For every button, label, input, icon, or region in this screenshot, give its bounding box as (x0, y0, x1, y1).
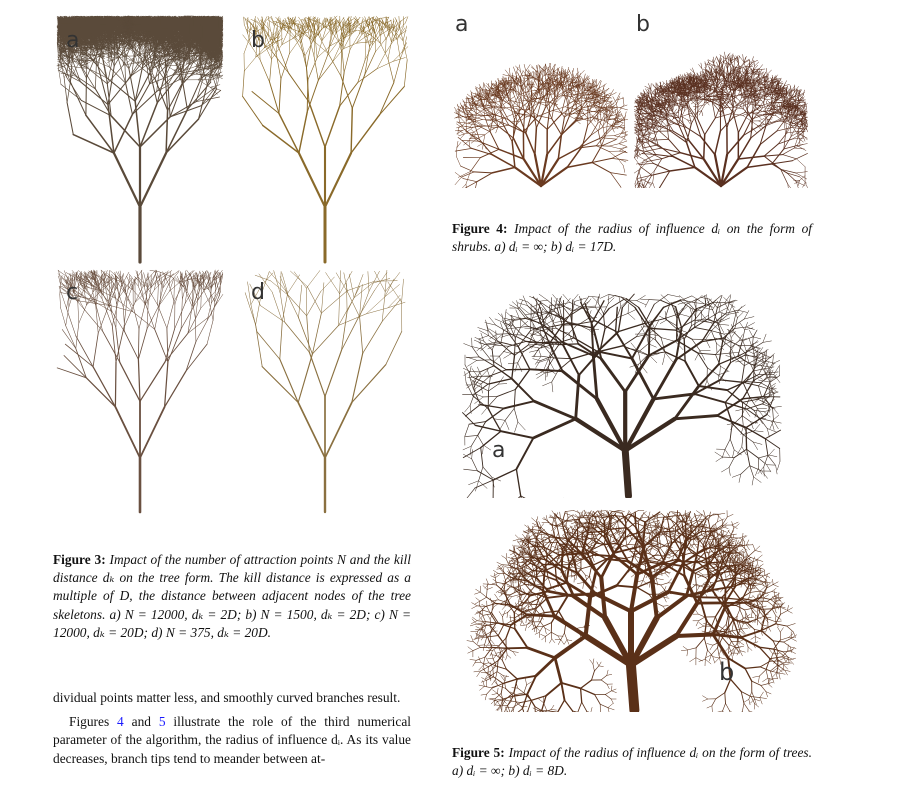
figure4-panel-b (632, 10, 810, 188)
figure3-panel-b (240, 14, 410, 264)
figure5-label-a: a (492, 440, 505, 462)
paragraph (53, 713, 411, 768)
body-text (53, 689, 411, 768)
figure3-caption (53, 551, 411, 642)
tree-illustration (55, 14, 225, 264)
shrub-illustration (632, 10, 810, 188)
tree-illustration (240, 14, 410, 264)
figure3-panel-c (55, 268, 225, 514)
figure3-panel-d (240, 268, 410, 514)
figure5-caption-label: Figure 5: (452, 745, 505, 760)
figure3-label-c: c (66, 282, 78, 304)
tree-illustration (55, 268, 225, 514)
figure3-label-a: a (66, 30, 79, 52)
figure4-caption-label: Figure 4: (452, 221, 507, 236)
figure4-caption (452, 220, 812, 256)
para-text: Figures (69, 714, 117, 729)
figure3-label-d: d (251, 282, 265, 304)
shrub-illustration (452, 10, 630, 188)
figure-ref-link[interactable]: 4 (117, 714, 124, 729)
para-text: and (124, 714, 159, 729)
tree-illustration (455, 508, 800, 712)
figure5-panel-b (455, 508, 800, 712)
figure-ref-link[interactable]: 5 (159, 714, 166, 729)
figure5-caption (452, 744, 812, 780)
figure3-caption-text: Impact of the number of attraction points N and the kill distance dₖ on the tree form. The kill distance is expressed as a multiple of D, the distance between adjacent nodes of the tree skeletons. a) N = 12000, dₖ = 2D; b) N = 1500, dₖ = 2D; c) N = 12000, dₖ = 20D; d) N = 375, dₖ = 20D. (53, 552, 411, 640)
figure5-panel-a (460, 292, 784, 498)
figure3-label-b: b (251, 30, 265, 52)
tree-illustration (460, 292, 784, 498)
paragraph: dividual points matter less, and smoothly curved branches result. (53, 689, 411, 707)
figure4-caption-text: Impact of the radius of influence dᵢ on the form of shrubs. a) dᵢ = ∞; b) dᵢ = 17D. (452, 221, 812, 254)
figure5-caption-text: Impact of the radius of influence dᵢ on the form of trees. a) dᵢ = ∞; b) dᵢ = 8D. (452, 745, 812, 778)
figure4-panel-a (452, 10, 630, 188)
figure3-panel-a (55, 14, 225, 264)
figure5-label-b: b (719, 660, 734, 684)
tree-illustration (240, 268, 410, 514)
figure3-caption-label: Figure 3: (53, 552, 106, 567)
figure4-label-b: b (636, 14, 650, 36)
figure4-label-a: a (455, 14, 468, 36)
para-text: illustrate the role of the third numerical parameter of the algorithm, the radius of influence dᵢ. As its value decreases, branch tips tend to meander between at- (53, 714, 411, 765)
